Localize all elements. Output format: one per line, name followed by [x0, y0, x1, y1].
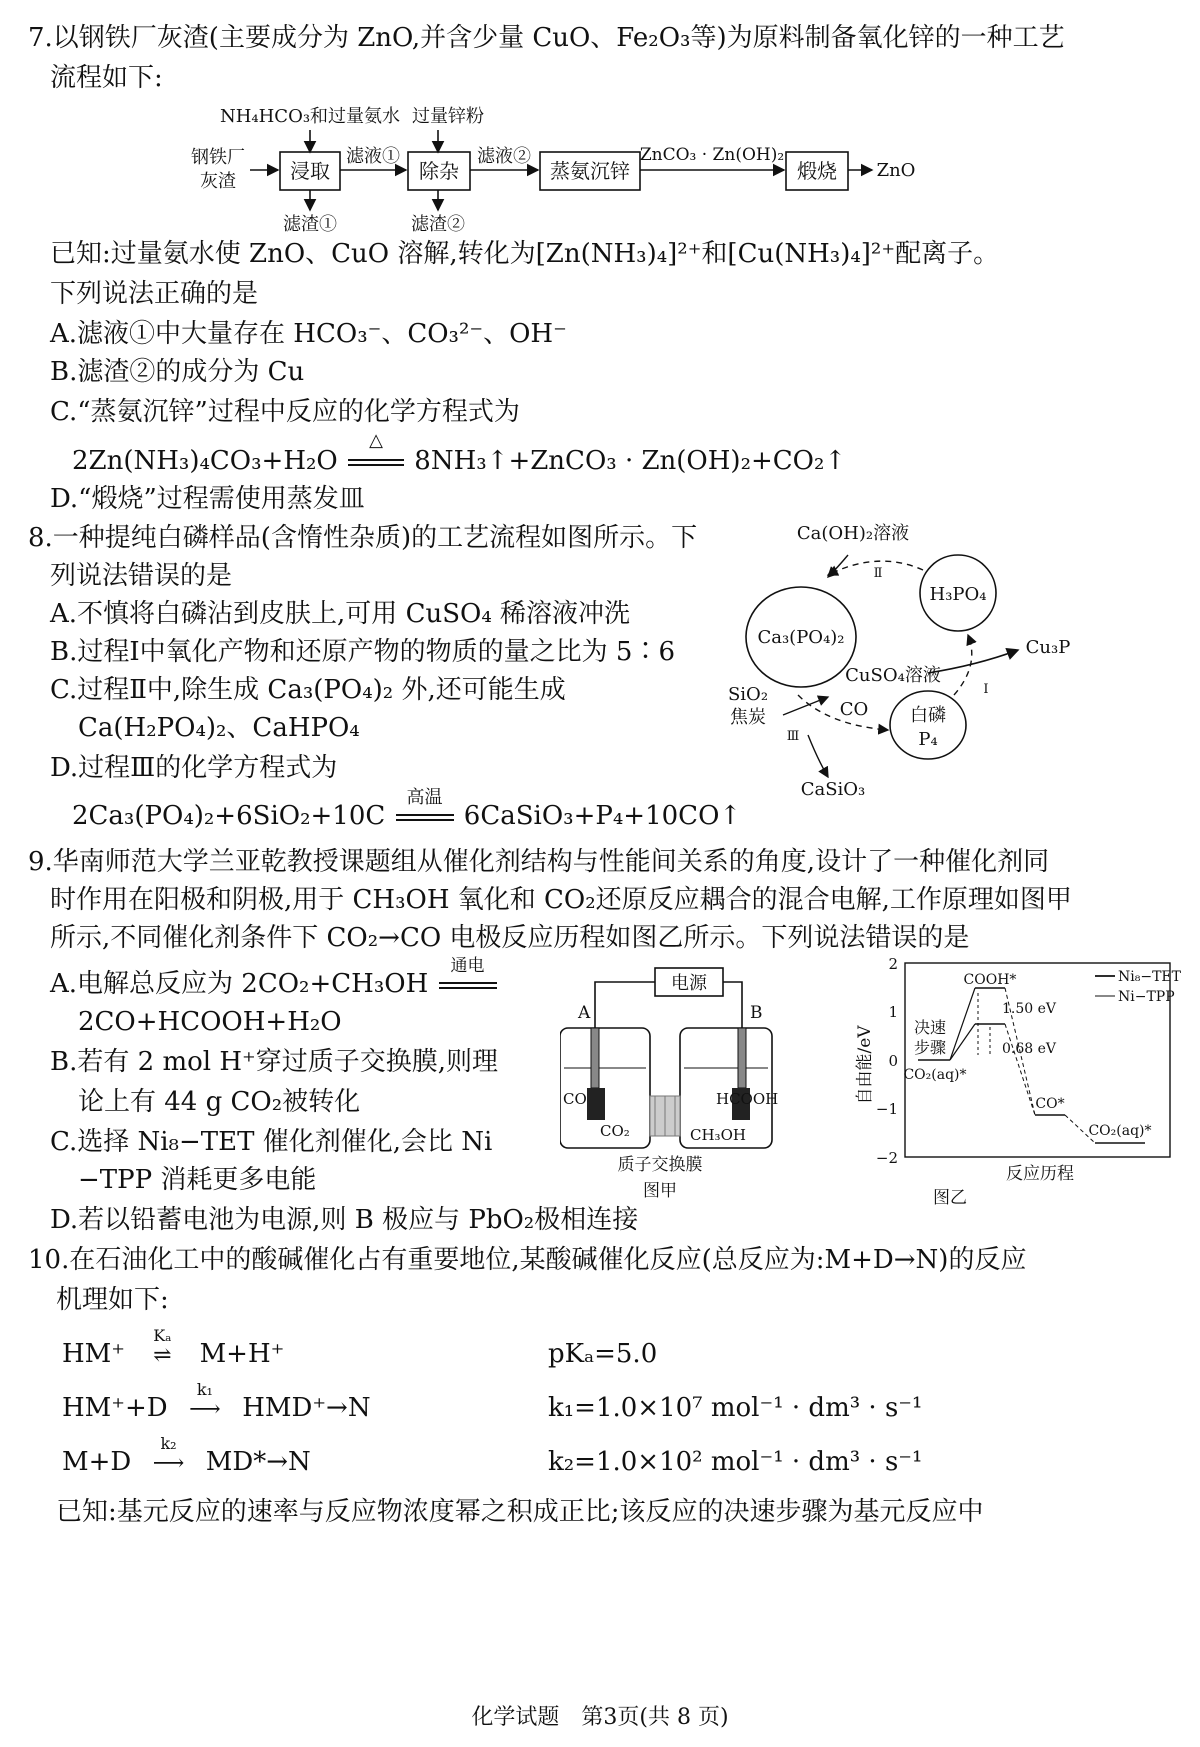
q7-eq-left: 2Zn(NH₃)₄CO₃+H₂O	[72, 446, 338, 476]
q8-cycle-diagram	[728, 515, 1188, 805]
q9-membrane-label: 质子交换膜	[617, 1155, 703, 1175]
q9-ytick-2: 2	[888, 955, 898, 973]
flow-box4-label: 煅烧	[797, 159, 837, 183]
q8-co: CO	[839, 699, 869, 720]
q10-reaction2: HM⁺+D k₁ ⟶ HMD⁺→N	[62, 1392, 371, 1426]
q9-a-condition: 通电	[450, 956, 485, 976]
q7-option-a: A.滤液①中大量存在 HCO₃⁻、CO₃²⁻、OH⁻	[50, 319, 567, 349]
q8-option-b: B.过程Ⅰ中氧化产物和还原产物的物质的量之比为 5∶6	[50, 637, 675, 667]
q7-known: 已知:过量氨水使 ZnO、CuO 溶解,转化为[Zn(NH₃)₄]²⁺和[Cu(NH₃)₄]²⁺配离子。	[50, 239, 1000, 269]
flow-filtrate1: 滤液①	[346, 146, 400, 167]
q7-option-b: B.滤渣②的成分为 Cu	[50, 357, 305, 387]
q10-r2-left: HM⁺+D	[62, 1393, 168, 1423]
q9-ch3oh-label: CH₃OH	[690, 1126, 746, 1144]
q9-option-a-line1	[50, 956, 499, 1000]
q10-r1-right: M+H⁺	[199, 1339, 285, 1369]
q9-ytick-m1: −1	[875, 1100, 898, 1118]
flow-product: ZnO	[876, 160, 916, 181]
q8-option-c-line2: Ca(H₂PO₄)₂、CaHPO₄	[78, 713, 360, 743]
flow-reagent2: 过量锌粉	[412, 106, 484, 127]
q9-electrode-b: B	[750, 1003, 763, 1023]
q10-stem-line2: 机理如下:	[56, 1285, 169, 1315]
q9-barrier2: 0.68 eV	[1002, 1041, 1057, 1057]
q7-flow-diagram	[180, 100, 960, 260]
q8-cuso4: CuSO₄溶液	[845, 665, 941, 686]
q9-hcooh-label: HCOOH	[716, 1090, 779, 1108]
q10-r1-value: pKₐ=5.0	[548, 1339, 658, 1369]
q10-r1-left: HM⁺	[62, 1339, 126, 1369]
q8-eq-condition: 高温	[406, 787, 443, 808]
q9-option-c-line2: −TPP 消耗更多电能	[78, 1165, 317, 1195]
q9-barrier1: 1.50 eV	[1002, 1001, 1057, 1017]
q9-fig-jia-caption: 图甲	[643, 1181, 677, 1201]
flow-box2-label: 除杂	[419, 159, 459, 183]
q9-co2-label: CO₂	[600, 1122, 630, 1140]
q9-stem-line2: 时作用在阳极和阴极,用于 CH₃OH 氧化和 CO₂还原反应耦合的混合电解,工作原理如图甲	[50, 885, 1072, 915]
q7-option-c: C.“蒸氨沉锌”过程中反应的化学方程式为	[50, 397, 520, 427]
q8-option-d-equation	[72, 787, 742, 832]
q9-co-ads: CO*	[1035, 1096, 1065, 1112]
flow-intermediate: ZnCO₃ · Zn(OH)₂	[639, 145, 785, 165]
q8-jiaotan: 焦炭	[730, 707, 766, 728]
q9-xlabel: 反应历程	[1006, 1164, 1074, 1184]
q7-question: 下列说法正确的是	[50, 279, 259, 309]
q7-option-d: D.“煅烧”过程需使用蒸发皿	[50, 484, 365, 514]
q10-known: 已知:基元反应的速率与反应物浓度幂之积成正比;该反应的决速步骤为基元反应中	[56, 1497, 984, 1527]
q8-stem-line2: 列说法错误的是	[50, 561, 233, 591]
q9-co2-start: CO₂(aq)*	[903, 1067, 967, 1083]
q8-step3: Ⅲ	[786, 729, 800, 744]
q10-r2-condition: k₁	[196, 1380, 213, 1399]
q9-co2-end: CO₂(aq)*	[1088, 1123, 1152, 1139]
q9-option-c-line1: C.选择 Ni₈−TET 催化剂催化,会比 Ni	[50, 1127, 493, 1157]
q8-option-a: A.不慎将白磷沾到皮肤上,可用 CuSO₄ 稀溶液冲洗	[50, 599, 631, 629]
flow-residue1: 滤渣①	[283, 214, 337, 235]
flow-input-line1: 钢铁厂	[191, 147, 245, 168]
q8-stem-line1: 8.一种提纯白磷样品(含惰性杂质)的工艺流程如图所示。下	[28, 523, 698, 553]
q7-stem-line1: 7.以钢铁厂灰渣(主要成分为 ZnO,并含少量 CuO、Fe₂O₃等)为原料制备氧化锌的一种工艺	[28, 23, 1065, 53]
q9-fig-yi	[850, 955, 1190, 1210]
q8-baipin: 白磷	[910, 705, 946, 726]
q9-option-b-line1: B.若有 2 mol H⁺穿过质子交换膜,则理	[50, 1047, 498, 1077]
q8-option-d: D.过程Ⅲ的化学方程式为	[50, 753, 338, 783]
q8-cu3p: Cu₃P	[1025, 637, 1071, 658]
flow-residue2: 滤渣②	[411, 214, 465, 235]
q8-ca3po4: Ca₃(PO₄)₂	[757, 627, 845, 648]
flow-box1-label: 浸取	[290, 159, 330, 183]
flow-reagent1: NH₄HCO₃和过量氨水	[219, 106, 401, 127]
q9-legend-nitpp: Ni−TPP	[1118, 989, 1175, 1005]
q10-r3-condition: k₂	[160, 1434, 177, 1453]
q9-rate-step2: 步骤	[913, 1038, 947, 1057]
flow-filtrate2: 滤液②	[477, 146, 531, 167]
q9-option-b-line2: 论上有 44 g CO₂被转化	[78, 1087, 361, 1117]
q8-option-c-line1: C.过程Ⅱ中,除生成 Ca₃(PO₄)₂ 外,还可能生成	[50, 675, 566, 705]
q8-eq-right: 6CaSiO₃+P₄+10CO↑	[463, 801, 742, 831]
q9-legend-ni8tet: Ni₈−TET	[1118, 969, 1181, 985]
q9-ylabel: 自由能/eV	[855, 1025, 875, 1105]
q9-power-label: 电源	[671, 973, 707, 994]
q9-fig-jia	[560, 958, 840, 1208]
q9-ytick-1: 1	[888, 1003, 898, 1021]
q9-rate-step1: 决速	[913, 1018, 947, 1037]
q9-a-left: A.电解总反应为 2CO₂+CH₃OH	[50, 969, 429, 999]
q9-ytick-m2: −2	[875, 1149, 898, 1167]
q9-electrode-a: A	[578, 1003, 591, 1023]
q10-r3-left: M+D	[62, 1447, 132, 1477]
q9-ytick-0: 0	[888, 1052, 898, 1070]
q10-r3-right: MD*→N	[205, 1447, 311, 1477]
q7-eq-condition: △	[369, 430, 383, 451]
q7-eq-right: 8NH₃↑+ZnCO₃ · Zn(OH)₂+CO₂↑	[414, 446, 847, 476]
q10-reaction1: HM⁺ Kₐ ⇌ M+H⁺	[62, 1338, 284, 1372]
q8-casio3: CaSiO₃	[800, 779, 866, 800]
flow-box3-label: 蒸氨沉锌	[550, 159, 630, 183]
q10-stem-line1: 10.在石油化工中的酸碱催化占有重要地位,某酸碱催化反应(总反应为:M+D→N)的反应	[28, 1245, 1027, 1275]
q10-r3-value: k₂=1.0×10² mol⁻¹ · dm³ · s⁻¹	[548, 1447, 923, 1477]
q10-r2-right: HMD⁺→N	[242, 1393, 371, 1423]
q10-r1-condition: Kₐ	[153, 1326, 172, 1345]
flow-input-line2: 灰渣	[200, 171, 236, 192]
q8-step1: Ⅰ	[983, 682, 989, 697]
q8-h3po4: H₃PO₄	[929, 584, 987, 605]
q8-p4: P₄	[918, 729, 938, 750]
q10-reaction3: M+D k₂ ⟶ MD*→N	[62, 1446, 311, 1480]
q9-stem-line1: 9.华南师范大学兰亚乾教授课题组从催化剂结构与性能间关系的角度,设计了一种催化剂同	[28, 847, 1050, 877]
q9-option-a-line2: 2CO+HCOOH+H₂O	[78, 1007, 342, 1037]
q9-option-d: D.若以铅蓄电池为电源,则 B 极应与 PbO₂极相连接	[50, 1205, 639, 1235]
q7-option-c-equation	[72, 430, 847, 477]
q9-stem-line3: 所示,不同催化剂条件下 CO₂→CO 电极反应历程如图乙所示。下列说法错误的是	[50, 923, 970, 953]
q8-step2: Ⅱ	[873, 566, 883, 581]
q9-co-label: CO	[563, 1090, 587, 1108]
q9-fig-yi-caption: 图乙	[933, 1188, 967, 1208]
page-footer: 化学试题 第3页(共 8 页)	[471, 1705, 729, 1730]
q7-stem-line2: 流程如下:	[50, 63, 163, 93]
q8-eq-left: 2Ca₃(PO₄)₂+6SiO₂+10C	[72, 801, 386, 831]
q10-r2-value: k₁=1.0×10⁷ mol⁻¹ · dm³ · s⁻¹	[548, 1393, 923, 1423]
q9-cooh-label: COOH*	[963, 972, 1017, 988]
q8-sio2: SiO₂	[728, 684, 769, 705]
q8-caoh2: Ca(OH)₂溶液	[796, 523, 910, 544]
